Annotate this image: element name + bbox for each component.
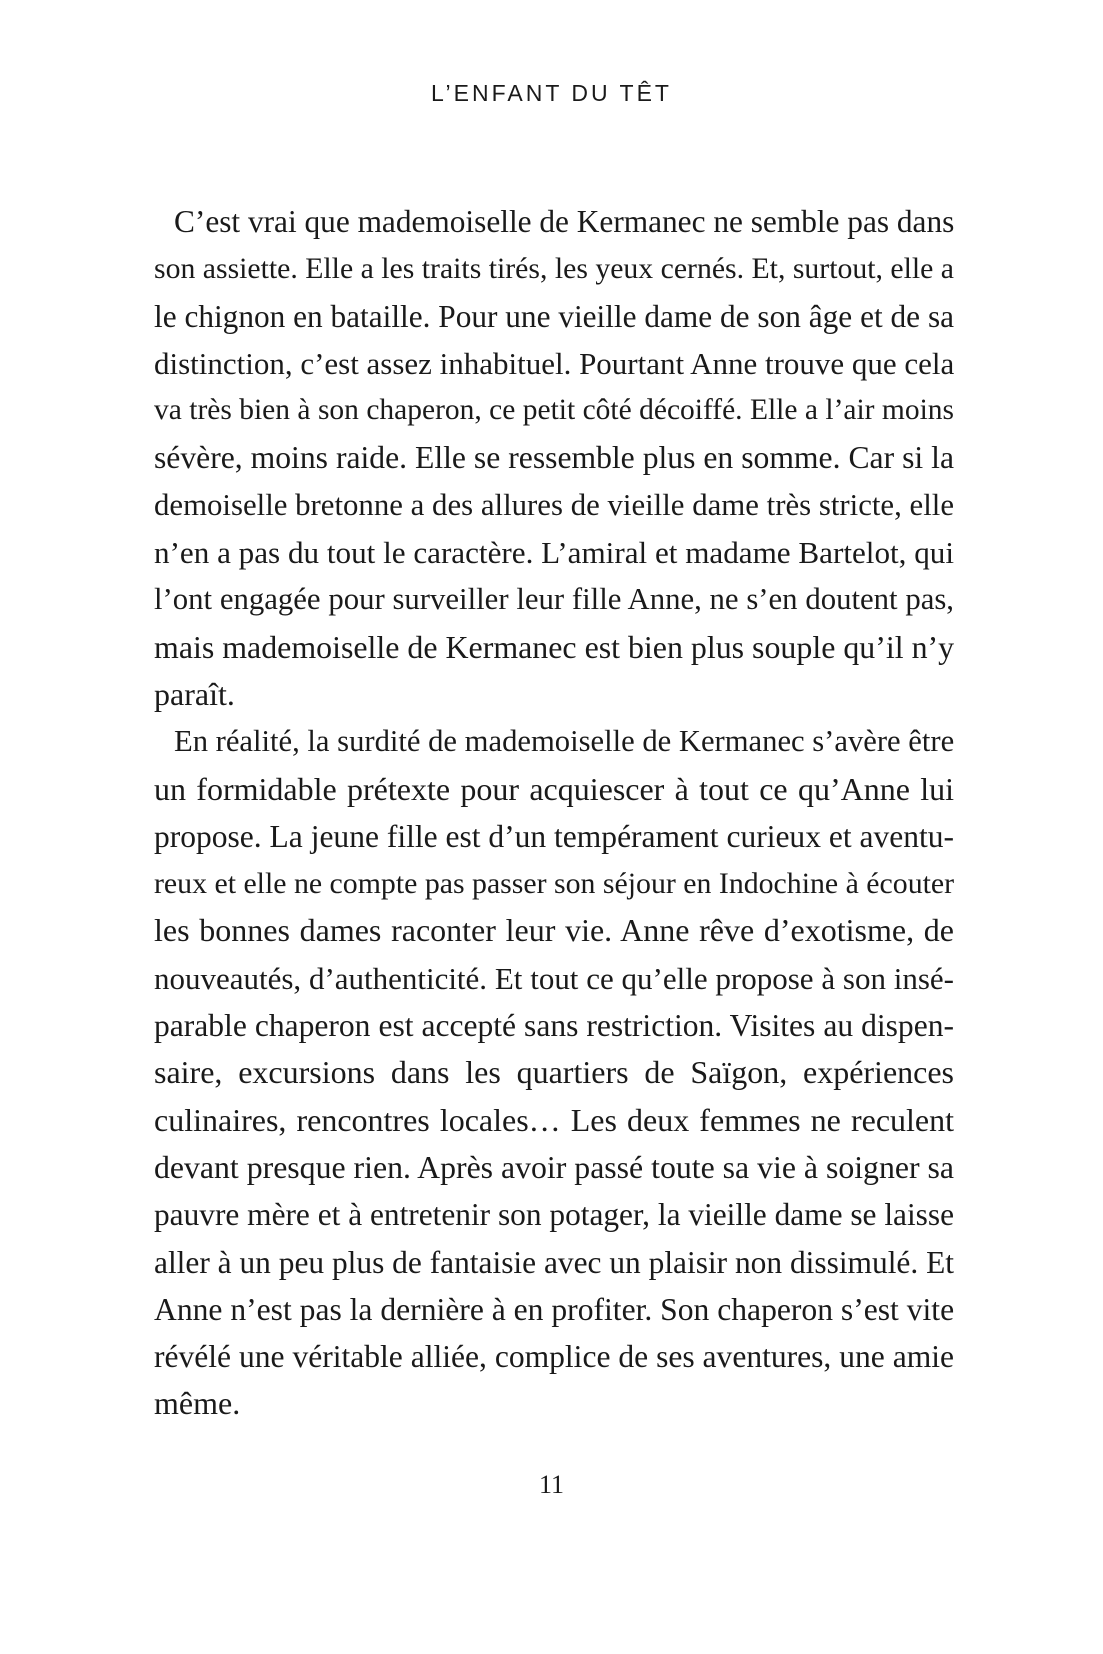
text-line: même. [154, 1385, 241, 1422]
text-line: distinction, c’est assez inhabituel. Pourtant Anne trouve que cela [154, 345, 955, 381]
text-line: C’est vrai que mademoiselle de Kermanec ne semble pas dans [174, 204, 955, 239]
text-line: mais mademoiselle de Kermanec est bien plus souple qu’il n’y [154, 629, 955, 665]
text-line: demoiselle bretonne a des allures de vieille dame très stricte, elle [154, 487, 954, 522]
text-line: son assiette. Elle a les traits tirés, les yeux cernés. Et, surtout, elle a [154, 252, 954, 286]
text-line: aller à un peu plus de fantaisie avec un plaisir non dissimulé. Et [154, 1244, 954, 1280]
text-line: propose. La jeune fille est d’un tempérament curieux et aventu- [154, 818, 954, 854]
body-text [154, 198, 954, 1428]
text-line: les bonnes dames raconter leur vie. Anne rêve d’exotisme, de [154, 912, 954, 949]
text-line: révélé une véritable alliée, complice de ses aventures, une amie [154, 1339, 954, 1375]
text-line: En réalité, la surdité de mademoiselle de Kermanec s’avère être [174, 724, 955, 759]
text-line: paraît. [154, 675, 235, 712]
text-line: va très bien à son chaperon, ce petit côté décoiffé. Elle a l’air moins [154, 394, 954, 427]
text-line: l’ont engagée pour surveiller leur fille Anne, ne s’en doutent pas, [154, 582, 954, 617]
text-line: reux et elle ne compte pas passer son séjour en Indochine à écouter [154, 867, 955, 901]
text-line: Anne n’est pas la dernière à en profiter. Son chaperon s’est vite [154, 1291, 955, 1327]
text-line: un formidable prétexte pour acquiescer à tout ce qu’Anne lui [154, 770, 954, 807]
text-line: parable chaperon est accepté sans restriction. Visites au dispen- [154, 1008, 954, 1044]
text-line: pauvre mère et à entretenir son potager, la vieille dame se laisse [154, 1197, 954, 1233]
text-line: n’en a pas du tout le caractère. L’amiral et madame Bartelot, qui [154, 535, 954, 571]
text-line: le chignon en bataille. Pour une vieille dame de son âge et de sa [154, 298, 954, 334]
text-line: sévère, moins raide. Elle se ressemble plus en somme. Car si la [154, 440, 954, 476]
text-line: culinaires, rencontres locales… Les deux femmes ne reculent [154, 1101, 954, 1138]
text-line: nouveautés, d’authenticité. Et tout ce qu’elle propose à son insé- [154, 960, 954, 996]
text-line: saire, excursions dans les quartiers de Saïgon, expériences [154, 1054, 954, 1091]
page-number: 11 [538, 1470, 565, 1499]
text-line: devant presque rien. Après avoir passé toute sa vie à soigner sa [154, 1149, 954, 1185]
running-title: L’ENFANT DU TÊT [431, 80, 672, 106]
